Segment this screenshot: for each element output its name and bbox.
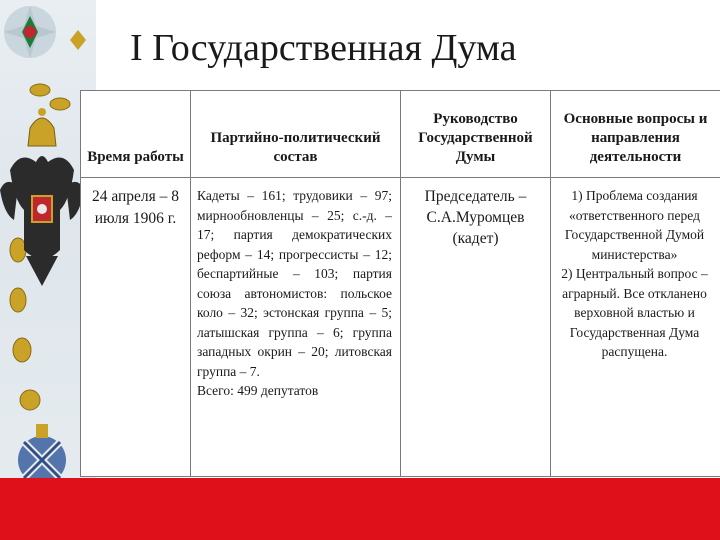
header-time: Время работы (81, 91, 191, 178)
duma-info-table-container (80, 90, 720, 477)
footer-red-band (0, 478, 720, 540)
cell-questions (551, 178, 720, 477)
cell-leadership (401, 178, 551, 477)
cell-composition (191, 178, 401, 477)
question-item: 1) Проблема создания «ответственного перед Государственной Думой министерства» (564, 188, 705, 262)
question-item: 2) Центральный вопрос – аграрный. Все откланено верховной властью и Государственная Дума распущена. (561, 266, 708, 359)
time-text: 24 апреля – 8 июля 1906 г. (91, 188, 180, 227)
header-questions: Основные вопросы и направления деятельности (551, 91, 720, 178)
page-title: I Государственная Дума (130, 27, 517, 69)
cell-time (81, 178, 191, 477)
crown-icon (28, 108, 56, 146)
order-star-icon (4, 6, 86, 58)
leadership-text: Председатель – С.А.Муромцев (кадет) (424, 188, 527, 247)
composition-text: Кадеты – 161; трудовики – 97; мирнообновленцы – 25; с.-д. – 17; партия демократических реформ – 14; прогрессисты – 12; беспартийные – 103; партия союза автономистов: польское коло – 32; эстонская группа – 5; латышская группа – 6; группа западных окрин – 20; литовская группа – 7. (197, 188, 392, 379)
table-row (81, 178, 720, 477)
table-header-row (81, 91, 720, 178)
double-headed-eagle-icon (0, 156, 84, 286)
header-composition: Партийно-политический состав (191, 91, 401, 178)
composition-total: Всего: 499 депутатов (197, 383, 319, 398)
duma-info-table (80, 90, 720, 477)
order-cross-icon (18, 424, 66, 484)
header-leadership: Руководство Государственной Думы (401, 91, 551, 178)
